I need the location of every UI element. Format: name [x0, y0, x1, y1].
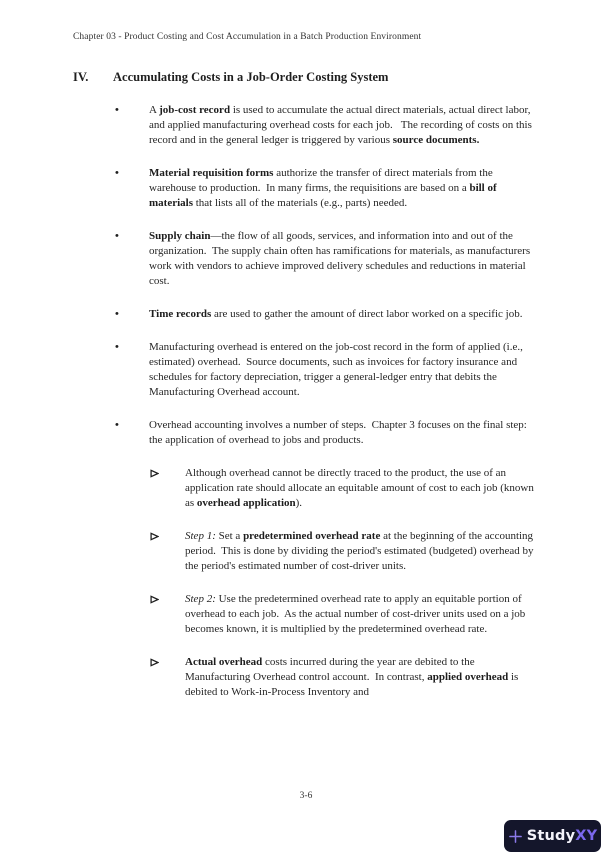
text-segment: —the flow of all goods, services, and information into and out of the organization. The supply chain often has ramifications for materials, as manufacturers work with vendors to achieve improved delivery schedules and reductions in material cost. [149, 230, 533, 287]
text-segment: Use the predetermined overhead rate to apply an equitable portion of overhead to each job. As the actual number of cost-driver units used on a job becomes known, it is multiplied by the predetermined overhead rate. [185, 593, 529, 635]
text-segment: Time records [149, 308, 212, 320]
bullet-item [115, 103, 538, 148]
section-heading [73, 70, 540, 85]
bullet-item [115, 418, 538, 448]
text-segment: Set a [215, 530, 244, 542]
bullet-item [115, 166, 538, 211]
bullet-marker: • [115, 419, 119, 431]
bullet-marker: • [115, 230, 119, 242]
text-segment: Actual overhead [185, 656, 263, 668]
bullet-text [149, 307, 538, 322]
logo-text-primary: Study [526, 828, 576, 844]
sub-bullet-item [150, 592, 538, 637]
text-segment: is used to accumulate the actual direct materials, actual direct labor, and applied manufacturing overhead costs for each job. The recording of costs on this record and in the general ledger is triggered by various [149, 104, 535, 146]
bullet-text [149, 229, 538, 289]
text-segment: bill of materials [149, 182, 500, 209]
text-segment: Step 1: [185, 530, 216, 542]
bullet-item [115, 340, 538, 400]
page-header: Chapter 03 - Product Costing and Cost Accumulation in a Batch Production Environment [73, 32, 422, 42]
bullet-text [149, 103, 538, 148]
text-segment: A [149, 104, 160, 116]
section-title: Accumulating Costs in a Job-Order Costing System [113, 70, 389, 84]
bullet-marker: • [115, 341, 119, 353]
logo-text-accent: XY [575, 828, 598, 844]
studyxy-logo[interactable] [504, 820, 601, 852]
logo-wordmark [527, 828, 598, 844]
bullet-text [149, 166, 538, 211]
bullet-item [115, 307, 538, 322]
plus-icon [508, 829, 523, 844]
bullet-marker: • [115, 104, 119, 116]
bullet-text [149, 418, 538, 448]
text-segment: is debited to Work-in-Process Inventory and [185, 671, 522, 698]
sub-bullet-text [185, 466, 538, 511]
text-segment: at the beginning of the accounting period. This is done by dividing the period's estimated (budgeted) overhead by the period's estimated number of cost-driver units. [185, 530, 537, 572]
sub-bullet-item [150, 466, 538, 511]
arrowhead-icon [150, 529, 185, 574]
section-content [115, 103, 538, 718]
arrowhead-icon [150, 592, 185, 637]
text-segment: overhead application [196, 497, 296, 509]
text-segment: predetermined overhead rate [243, 530, 381, 542]
sub-bullet-text [185, 655, 538, 700]
text-segment: Material requisition forms [149, 167, 274, 179]
text-segment: Supply chain [149, 230, 211, 242]
text-segment: applied overhead [427, 671, 509, 683]
section-numeral: IV. [73, 70, 89, 84]
text-segment: authorize the transfer of direct materials from the warehouse to production. In many firms, the requisitions are based on a [149, 167, 496, 194]
text-segment: Manufacturing overhead is entered on the job-cost record in the form of applied (i.e., estimated) overhead. Source documents, such as invoices for factory insurance and schedules for factory depreciation, trigger a general-ledger entry that debits the Manufacturing Overhead account. [149, 341, 526, 398]
text-segment: costs incurred during the year are debited to the Manufacturing Overhead control account. In contrast, [185, 656, 478, 683]
arrowhead-icon [150, 466, 185, 511]
bullet-marker: • [115, 167, 119, 179]
text-segment: Step 2: [185, 593, 216, 605]
text-segment: Although overhead cannot be directly traced to the product, the use of an application rate should allocate an equitable amount of cost to each job (known as [185, 467, 537, 509]
page-number: 3-6 [299, 791, 313, 801]
arrowhead-icon [150, 655, 185, 700]
sub-bullet-text [185, 592, 538, 637]
sub-bullet-item [150, 529, 538, 574]
text-segment: source documents. [392, 134, 480, 146]
sub-bullet-item [150, 655, 538, 700]
text-segment: job-cost record [159, 104, 231, 116]
text-segment: Overhead accounting involves a number of steps. Chapter 3 focuses on the final step: the application of overhead to jobs and products. [149, 419, 530, 446]
bullet-marker: • [115, 308, 119, 320]
sub-bullet-text [185, 529, 538, 574]
text-segment: that lists all of the materials (e.g., parts) needed. [192, 197, 408, 209]
text-segment: are used to gather the amount of direct labor worked on a specific job. [211, 308, 523, 320]
bullet-item [115, 229, 538, 289]
text-segment: ). [295, 497, 303, 509]
bullet-text [149, 340, 538, 400]
